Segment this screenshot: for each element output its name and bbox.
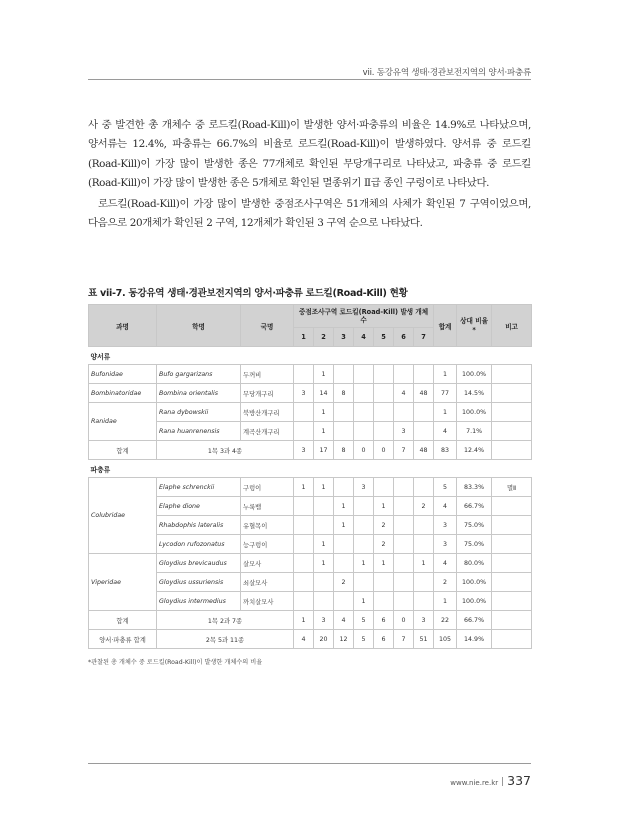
zone-count-cell — [294, 554, 314, 573]
summary-description: 2목 5과 11종 — [157, 630, 294, 649]
scientific-name-cell: Bufo gargarizans — [157, 365, 241, 384]
total-cell: 22 — [434, 611, 457, 630]
note-cell — [492, 554, 532, 573]
zone-count-cell — [294, 592, 314, 611]
scientific-name-cell: Lycodon rufozonatus — [157, 535, 241, 554]
zone-count-cell — [334, 403, 354, 422]
total-cell: 3 — [434, 516, 457, 535]
family-cell: Ranidae — [89, 403, 157, 441]
family-cell: Colubridae — [89, 478, 157, 554]
ratio-cell: 75.0% — [457, 516, 492, 535]
zone-count-cell: 1 — [314, 403, 334, 422]
total-cell: 2 — [434, 573, 457, 592]
header-zone-group: 중점조사구역 로드킬(Road-Kill) 발생 개체수 — [294, 305, 434, 328]
total-cell: 105 — [434, 630, 457, 649]
header-family: 과명 — [89, 305, 157, 347]
korean-name-cell: 까치살모사 — [241, 592, 294, 611]
header-note: 비고 — [492, 305, 532, 347]
note-cell — [492, 365, 532, 384]
footer — [450, 773, 531, 788]
table-row — [89, 403, 532, 422]
zone-count-cell: 1 — [354, 592, 374, 611]
zone-count-cell — [374, 478, 394, 497]
header-korean: 국명 — [241, 305, 294, 347]
korean-name-cell: 살모사 — [241, 554, 294, 573]
zone-count-cell — [394, 365, 414, 384]
zone-count-cell: 4 — [394, 384, 414, 403]
zone-count-cell — [354, 422, 374, 441]
zone-count-cell — [294, 516, 314, 535]
header-zone: 6 — [394, 328, 414, 347]
header-zone: 3 — [334, 328, 354, 347]
footer-divider — [502, 777, 503, 786]
zone-count-cell — [394, 535, 414, 554]
zone-count-cell: 51 — [414, 630, 434, 649]
section-row — [89, 347, 532, 365]
zone-count-cell: 1 — [414, 554, 434, 573]
zone-count-cell: 3 — [414, 611, 434, 630]
zone-count-cell — [414, 422, 434, 441]
total-cell: 5 — [434, 478, 457, 497]
zone-count-cell — [394, 554, 414, 573]
zone-count-cell: 1 — [314, 422, 334, 441]
scientific-name-cell: Gloydius brevicaudus — [157, 554, 241, 573]
ratio-cell: 100.0% — [457, 365, 492, 384]
total-cell: 1 — [434, 592, 457, 611]
header-rule — [88, 79, 531, 80]
zone-count-cell: 1 — [314, 535, 334, 554]
note-cell — [492, 573, 532, 592]
zone-count-cell — [414, 573, 434, 592]
zone-count-cell: 48 — [414, 384, 434, 403]
running-head: vii. 동강유역 생태·경관보전지역의 양서·파충류 — [362, 68, 531, 78]
korean-name-cell: 북방산개구리 — [241, 403, 294, 422]
zone-count-cell: 4 — [334, 611, 354, 630]
zone-count-cell: 0 — [354, 441, 374, 460]
korean-name-cell: 계곡산개구리 — [241, 422, 294, 441]
zone-count-cell — [394, 573, 414, 592]
zone-count-cell: 1 — [374, 497, 394, 516]
zone-count-cell — [414, 478, 434, 497]
zone-count-cell: 14 — [314, 384, 334, 403]
zone-count-cell: 3 — [394, 422, 414, 441]
scientific-name-cell: Rana huanrenensis — [157, 422, 241, 441]
zone-count-cell: 7 — [394, 441, 414, 460]
body-text — [88, 116, 531, 233]
zone-count-cell — [394, 403, 414, 422]
zone-count-cell: 48 — [414, 441, 434, 460]
summary-label: 양서·파충류 합계 — [89, 630, 157, 649]
zone-count-cell: 0 — [374, 441, 394, 460]
zone-count-cell: 8 — [334, 384, 354, 403]
korean-name-cell: 무당개구리 — [241, 384, 294, 403]
scientific-name-cell: Elaphe schrenckii — [157, 478, 241, 497]
family-cell: Viperidae — [89, 554, 157, 611]
korean-name-cell: 두꺼비 — [241, 365, 294, 384]
zone-count-cell — [414, 403, 434, 422]
zone-count-cell: 1 — [294, 611, 314, 630]
scientific-name-cell: Bombina orientalis — [157, 384, 241, 403]
zone-count-cell — [294, 365, 314, 384]
scientific-name-cell: Gloydius ussuriensis — [157, 573, 241, 592]
zone-count-cell: 3 — [354, 478, 374, 497]
zone-count-cell: 2 — [334, 573, 354, 592]
summary-label: 합계 — [89, 441, 157, 460]
header-ratio: 상대 비율* — [457, 305, 492, 347]
zone-count-cell: 3 — [294, 441, 314, 460]
zone-count-cell — [314, 592, 334, 611]
zone-count-cell — [354, 516, 374, 535]
korean-name-cell: 구렁이 — [241, 478, 294, 497]
zone-count-cell: 12 — [334, 630, 354, 649]
header-zone: 1 — [294, 328, 314, 347]
zone-count-cell — [374, 403, 394, 422]
section-label: 양서류 — [89, 347, 532, 365]
note-cell — [492, 441, 532, 460]
total-cell: 4 — [434, 554, 457, 573]
zone-count-cell — [294, 497, 314, 516]
ratio-cell: 66.7% — [457, 611, 492, 630]
zone-count-cell — [374, 365, 394, 384]
zone-count-cell — [414, 592, 434, 611]
note-cell — [492, 535, 532, 554]
table-body — [89, 347, 532, 649]
zone-count-cell: 1 — [314, 554, 334, 573]
zone-count-cell: 1 — [374, 554, 394, 573]
zone-count-cell: 8 — [334, 441, 354, 460]
scientific-name-cell: Rana dybowskii — [157, 403, 241, 422]
zone-count-cell — [294, 403, 314, 422]
page-number: 337 — [507, 773, 531, 788]
footer-rule — [88, 763, 531, 764]
zone-count-cell — [414, 535, 434, 554]
ratio-cell: 83.3% — [457, 478, 492, 497]
summary-row — [89, 441, 532, 460]
zone-count-cell — [354, 365, 374, 384]
zone-count-cell — [374, 573, 394, 592]
zone-count-cell — [374, 384, 394, 403]
zone-count-cell: 17 — [314, 441, 334, 460]
total-cell: 77 — [434, 384, 457, 403]
zone-count-cell: 3 — [294, 384, 314, 403]
zone-count-cell: 5 — [354, 611, 374, 630]
zone-count-cell: 1 — [334, 516, 354, 535]
zone-count-cell — [374, 592, 394, 611]
zone-count-cell — [334, 554, 354, 573]
family-cell: Bombinatoridae — [89, 384, 157, 403]
scientific-name-cell: Rhabdophis lateralis — [157, 516, 241, 535]
section-row — [89, 460, 532, 478]
zone-count-cell — [394, 516, 414, 535]
table-caption: 표 vii-7. 동강유역 생태·경관보전지역의 양서·파충류 로드킬(Road-Kill) 현황 — [88, 288, 408, 299]
paragraph-2: 로드킬(Road-Kill)이 가장 많이 발생한 중점조사구역은 51개체의 사체가 확인된 7 구역이었으며, 다음으로 20개체가 확인된 2 구역, 12개체가 확인된 3 구역 순으로 나타났다. — [88, 197, 531, 230]
table-row — [89, 384, 532, 403]
zone-count-cell: 1 — [314, 365, 334, 384]
zone-count-cell — [394, 592, 414, 611]
note-cell: 멸Ⅱ — [492, 478, 532, 497]
ratio-cell: 12.4% — [457, 441, 492, 460]
zone-count-cell — [334, 592, 354, 611]
ratio-cell: 66.7% — [457, 497, 492, 516]
zone-count-cell: 0 — [394, 611, 414, 630]
roadkill-table — [88, 304, 532, 649]
zone-count-cell — [314, 497, 334, 516]
scientific-name-cell: Elaphe dione — [157, 497, 241, 516]
paragraph-1: 사 중 발견한 총 개체수 중 로드킬(Road-Kill)이 발생한 양서·파충류의 비율은 14.9%로 나타났으며, 양서류는 12.4%, 파충류는 66.7%의 비율로 로드킬(Road-Kill)이 발생하였다. 양서류 중 로드킬(Road-Kill)이 가장 많이 발생한 종은 77개체로 확인된 무당개구리로 나타났고, 파충류 중 로드킬(Road-Kill)이 가장 많이 발생한 종은 5개체로 확인된 멸종위기 Ⅱ급 종인 구렁이로 나타났다. — [88, 119, 531, 190]
zone-count-cell: 20 — [314, 630, 334, 649]
footer-url: www.nie.re.kr — [450, 779, 499, 787]
zone-count-cell: 7 — [394, 630, 414, 649]
zone-count-cell — [314, 516, 334, 535]
table-row — [89, 554, 532, 573]
zone-count-cell — [294, 535, 314, 554]
zone-count-cell: 1 — [334, 497, 354, 516]
total-cell: 1 — [434, 403, 457, 422]
ratio-cell: 100.0% — [457, 403, 492, 422]
korean-name-cell: 누룩뱀 — [241, 497, 294, 516]
zone-count-cell — [414, 516, 434, 535]
korean-name-cell: 유혈목이 — [241, 516, 294, 535]
total-cell: 3 — [434, 535, 457, 554]
ratio-cell: 80.0% — [457, 554, 492, 573]
zone-count-cell: 1 — [354, 554, 374, 573]
summary-row — [89, 630, 532, 649]
zone-count-cell — [354, 384, 374, 403]
total-cell: 1 — [434, 365, 457, 384]
zone-count-cell: 5 — [354, 630, 374, 649]
zone-count-cell: 2 — [414, 497, 434, 516]
ratio-cell: 75.0% — [457, 535, 492, 554]
scientific-name-cell: Gloydius intermedius — [157, 592, 241, 611]
note-cell — [492, 516, 532, 535]
summary-label: 합계 — [89, 611, 157, 630]
note-cell — [492, 592, 532, 611]
zone-count-cell — [334, 365, 354, 384]
ratio-cell: 100.0% — [457, 592, 492, 611]
note-cell — [492, 403, 532, 422]
header-zone: 7 — [414, 328, 434, 347]
ratio-cell: 100.0% — [457, 573, 492, 592]
zone-count-cell — [334, 478, 354, 497]
note-cell — [492, 497, 532, 516]
zone-count-cell — [354, 403, 374, 422]
zone-count-cell — [354, 573, 374, 592]
zone-count-cell — [334, 535, 354, 554]
summary-row — [89, 611, 532, 630]
zone-count-cell: 3 — [314, 611, 334, 630]
summary-description: 1목 3과 4종 — [157, 441, 294, 460]
zone-count-cell: 1 — [294, 478, 314, 497]
note-cell — [492, 611, 532, 630]
zone-count-cell — [334, 422, 354, 441]
zone-count-cell — [294, 573, 314, 592]
note-cell — [492, 630, 532, 649]
header-zone: 2 — [314, 328, 334, 347]
header-zone: 5 — [374, 328, 394, 347]
korean-name-cell: 쇠살모사 — [241, 573, 294, 592]
ratio-cell: 14.9% — [457, 630, 492, 649]
total-cell: 83 — [434, 441, 457, 460]
note-cell — [492, 422, 532, 441]
zone-count-cell: 1 — [314, 478, 334, 497]
zone-count-cell: 2 — [374, 516, 394, 535]
korean-name-cell: 능구렁이 — [241, 535, 294, 554]
zone-count-cell: 2 — [374, 535, 394, 554]
table-footnote: *관찰된 총 개체수 중 로드킬(Road-Kill)이 발생한 개체수의 비율 — [88, 659, 263, 666]
zone-count-cell — [314, 573, 334, 592]
header-scientific: 학명 — [157, 305, 241, 347]
header-zone: 4 — [354, 328, 374, 347]
zone-count-cell: 6 — [374, 611, 394, 630]
summary-description: 1목 2과 7종 — [157, 611, 294, 630]
zone-count-cell — [354, 535, 374, 554]
zone-count-cell — [394, 497, 414, 516]
ratio-cell: 7.1% — [457, 422, 492, 441]
note-cell — [492, 384, 532, 403]
table-row — [89, 478, 532, 497]
ratio-cell: 14.5% — [457, 384, 492, 403]
total-cell: 4 — [434, 422, 457, 441]
zone-count-cell — [414, 365, 434, 384]
family-cell: Bufonidae — [89, 365, 157, 384]
zone-count-cell — [394, 478, 414, 497]
header-total: 합계 — [434, 305, 457, 347]
table-row — [89, 365, 532, 384]
zone-count-cell — [294, 422, 314, 441]
section-label: 파충류 — [89, 460, 532, 478]
total-cell: 4 — [434, 497, 457, 516]
zone-count-cell — [374, 422, 394, 441]
zone-count-cell — [354, 497, 374, 516]
zone-count-cell: 6 — [374, 630, 394, 649]
zone-count-cell: 4 — [294, 630, 314, 649]
